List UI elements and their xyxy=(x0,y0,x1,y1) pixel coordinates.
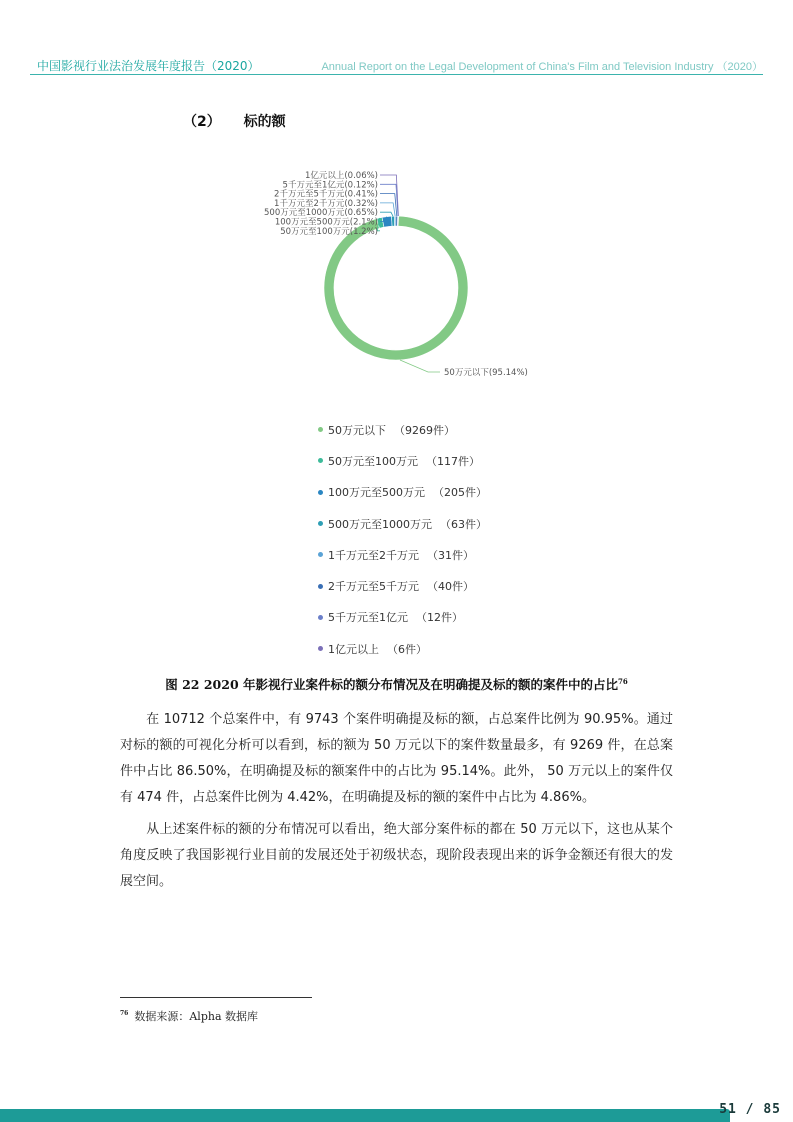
body-paragraph-2-text: 从上述案件标的额的分布情况可以看出，绝大部分案件标的都在 50 万元以下，这也从某个角度反映了我国影视行业目前的发展还处于初级状态，现阶段表现出来的诉争金额还有很大的发展空间。 xyxy=(120,822,673,889)
legend-count-6: （12件） xyxy=(416,611,463,625)
header-title-cn: 中国影视行业法治发展年度报告（2020） xyxy=(37,59,260,73)
leader-line-0 xyxy=(400,360,440,372)
legend-label-1: 50万元至100万元 xyxy=(328,454,418,468)
legend-count-1: （117件） xyxy=(426,454,480,468)
legend-label-5: 2千万元至5千万元 xyxy=(328,580,419,594)
footnote-number: 76 xyxy=(120,1010,129,1018)
legend-swatch-6 xyxy=(318,615,323,620)
slice-label-7: 1亿元以上(0.06%) xyxy=(304,171,378,181)
legend-label-3: 500万元至1000万元 xyxy=(328,517,432,531)
slice-label-3: 500万元至1000万元(0.65%) xyxy=(264,208,378,219)
legend-item-3 xyxy=(318,508,487,539)
legend-swatch-5 xyxy=(318,584,323,589)
legend-item-1 xyxy=(318,445,487,476)
leader-line-7 xyxy=(380,175,398,216)
legend-label-6: 5千万元至1亿元 xyxy=(328,611,408,625)
slice-label-6: 5千万元至1亿元(0.12%) xyxy=(282,180,378,191)
legend-count-0: （9269件） xyxy=(394,423,455,437)
header-divider xyxy=(30,74,763,75)
leader-line-4 xyxy=(380,203,395,216)
slice-label-1: 50万元至100万元(1.2%) xyxy=(280,226,378,237)
legend-count-4: （31件） xyxy=(427,548,474,562)
legend-count-5: （40件） xyxy=(427,580,474,594)
chart-legend xyxy=(318,414,487,664)
figure-footnote-ref: 76 xyxy=(618,676,628,686)
section-title: 标的额 xyxy=(243,114,286,130)
figure-caption xyxy=(0,675,793,693)
legend-swatch-2 xyxy=(318,490,323,495)
legend-count-2: （205件） xyxy=(433,486,487,500)
footnote xyxy=(120,1008,258,1024)
footer-bar xyxy=(0,1109,730,1122)
legend-item-6 xyxy=(318,602,487,633)
legend-swatch-4 xyxy=(318,552,323,557)
slice-label-0: 50万元以下(95.14%) xyxy=(444,368,528,378)
slice-label-2: 100万元至500万元(2.1%) xyxy=(274,217,378,228)
legend-count-7: （6件） xyxy=(387,642,427,656)
slice-label-4: 1千万元至2千万元(0.32%) xyxy=(274,198,378,209)
leader-line-3 xyxy=(380,212,393,216)
legend-swatch-0 xyxy=(318,427,323,432)
legend-item-5 xyxy=(318,570,487,601)
footnote-text: 数据来源：Alpha 数据库 xyxy=(134,1010,259,1023)
header-title-en: Annual Report on the Legal Development of China's Film and Television Industry （2020） xyxy=(321,61,763,73)
donut-chart xyxy=(0,160,793,390)
legend-swatch-3 xyxy=(318,521,323,526)
section-number: （2） xyxy=(183,114,221,130)
legend-item-0 xyxy=(318,414,487,445)
legend-label-0: 50万元以下 xyxy=(328,423,386,437)
donut-slice-0 xyxy=(324,216,468,360)
legend-count-3: （63件） xyxy=(440,517,487,531)
body-paragraph-1 xyxy=(120,707,673,811)
body-paragraph-2 xyxy=(120,817,673,895)
legend-item-2 xyxy=(318,477,487,508)
section-heading xyxy=(183,111,286,131)
legend-label-7: 1亿元以上 xyxy=(328,642,379,656)
slice-label-5: 2千万元至5千万元(0.41%) xyxy=(274,189,378,200)
body-paragraph-1-text: 在 10712 个总案件中，有 9743 个案件明确提及标的额，占总案件比例为 90.95%。通过对标的额的可视化分析可以看到，标的额为 50 万元以下的案件数量最多，有 9269 件，在总案件中占比 86.50%，在明确提及标的额案件中的占比为 95.14%。此外， 50 万元以上的案件仅有 474 件，占总案件比例为 4.42%，在明确提及标的额的案件中占比为 4.86%。 xyxy=(120,712,673,805)
figure-caption-text: 图 22 2020 年影视行业案件标的额分布情况及在明确提及标的额的案件中的占比 xyxy=(165,677,618,692)
page-number: 51 / 85 xyxy=(719,1102,781,1117)
footnote-divider xyxy=(120,997,312,998)
legend-label-2: 100万元至500万元 xyxy=(328,486,425,500)
legend-swatch-1 xyxy=(318,458,323,463)
legend-label-4: 1千万元至2千万元 xyxy=(328,548,419,562)
legend-item-4 xyxy=(318,539,487,570)
legend-item-7 xyxy=(318,633,487,664)
legend-swatch-7 xyxy=(318,646,323,651)
donut-slice-7 xyxy=(398,216,399,226)
